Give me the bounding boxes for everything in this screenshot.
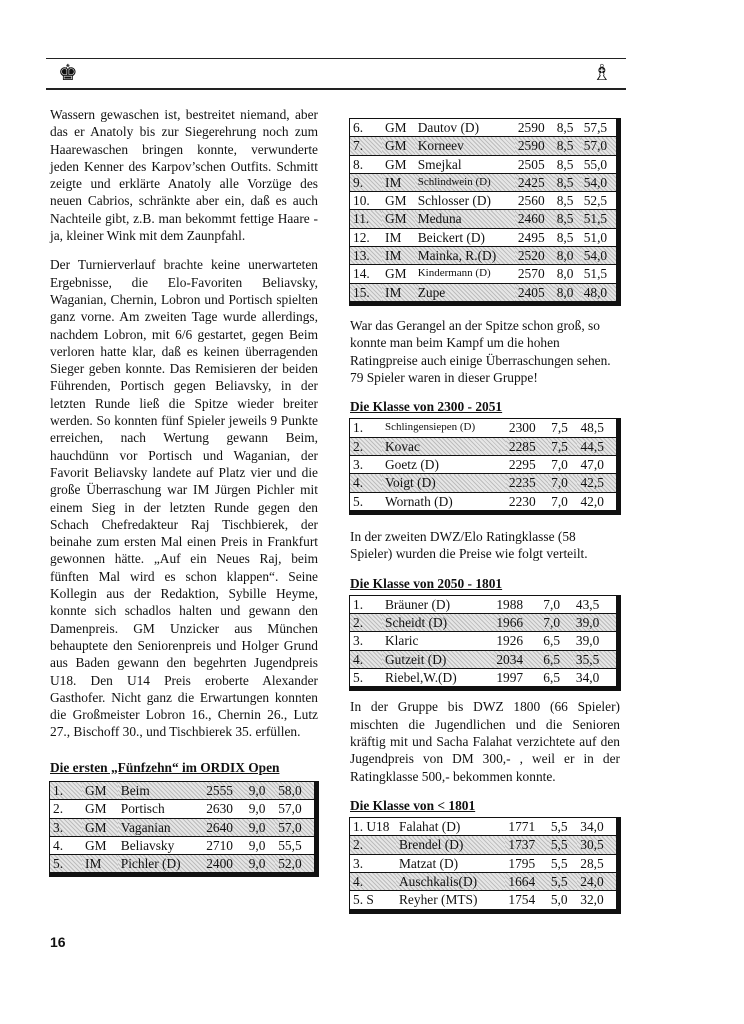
table-cell: 6,5: [540, 669, 573, 689]
class1-table: [350, 419, 620, 513]
table-cell: 1771: [508, 819, 536, 835]
table-row: [50, 818, 316, 836]
table-cell: 2.: [50, 800, 82, 818]
table-cell: 48,0: [581, 283, 618, 303]
class3-title: Die Klasse von < 1801: [350, 797, 476, 813]
table-cell: 32,0: [577, 891, 618, 911]
table-cell: 1754: [505, 891, 547, 911]
table-cell: IM: [382, 173, 415, 191]
table-cell: GM: [82, 800, 118, 818]
left-column: [50, 106, 318, 876]
table-cell: 48,5: [580, 420, 604, 436]
table-row: [350, 283, 618, 303]
table-row: [50, 800, 316, 818]
table-cell: Reyher (MTS): [396, 891, 505, 911]
table-cell: GM: [382, 210, 415, 228]
table-cell: 57,0: [275, 818, 316, 836]
table-cell: 2235: [506, 474, 548, 492]
table-cell: 8,5: [554, 137, 581, 155]
table-cell: 5.: [350, 669, 382, 689]
table-cell: Kovac: [382, 437, 506, 455]
table-cell: Mainka, R.(D): [415, 247, 515, 265]
table-cell: Gutzeit (D): [382, 650, 493, 668]
table-cell: Korneev: [415, 137, 515, 155]
table-cell: 2640: [203, 818, 246, 836]
table-cell: 39,0: [573, 614, 618, 632]
table-cell: 5,0: [548, 891, 577, 911]
table-cell: 8,5: [554, 192, 581, 210]
table-cell: 2460: [515, 210, 554, 228]
table-cell: 7.: [350, 137, 382, 155]
table-row: [350, 437, 618, 455]
table-cell: 8,0: [554, 247, 581, 265]
table-cell: 7,0: [548, 456, 577, 474]
table-cell: Matzat (D): [396, 854, 505, 872]
table-cell: 3.: [50, 818, 82, 836]
table-cell: 4.: [350, 650, 382, 668]
table-cell: 30,5: [577, 836, 618, 854]
table-cell: Kindermann (D): [415, 265, 515, 283]
table-cell: Riebel,W.(D): [382, 669, 493, 689]
table-cell: IM: [382, 247, 415, 265]
table-cell: Auschkalis(D): [396, 872, 505, 890]
table-cell: 47,0: [577, 456, 618, 474]
table-cell: 2230: [506, 492, 548, 512]
table-cell: 3.: [350, 456, 382, 474]
table-cell: 4.: [50, 836, 82, 854]
table-cell: 28,5: [577, 854, 618, 872]
table-row: [350, 419, 618, 437]
table-cell: 57,0: [275, 800, 316, 818]
table-cell: 2.: [350, 437, 382, 455]
table-cell: 55,0: [581, 155, 618, 173]
table-row: [50, 855, 316, 875]
table-cell: 2505: [515, 155, 554, 173]
table-cell: 5.: [50, 855, 82, 875]
table-cell: 39,0: [573, 632, 618, 650]
table-cell: 2400: [203, 855, 246, 875]
table-cell: 34,0: [580, 819, 604, 835]
paragraph: Der Turnierverlauf brachte keine unerwarteten Ergebnisse, die Elo-Favoriten Beliavsky, Waganian, Chernin, Lobron und Portisch spielten ganz vorne. Am zweiten Tage wurde allerdings, nachdem Lobron, mit 6/6 gestartet, gegen Beim verloren hatte klar, daß es keinen überragenden Sieger geben konnte. Das Remisieren der beiden Führenden, Portisch gegen Beliavsky, in der letzten Runde ließ die Spitze wieder breiter werden. So konnten fünf Spieler jeweils 9 Punkte erreichen, nach Wertung gewann Beim, hauchdünn vor Portisch und Waganian, der Favorit Beliavsky landete auf Platz vier und die große Überraschung war IM Jürgen Pichler mit einem Sieg in der letzten Runde gegen den Schach Chefredakteur Raj Tischbierek, der beinahe zum ersten Mal einen Preis in Frankfurt gewonnen hätte. „Auf ein Neues Raj, beim fünften Mal wird es schon klappen“. Seine Kollegin aus der Redaktion, Sybille Heyme, konnte sich schadlos halten und gewann den Damenpreis. GM Unzicker aus München behauptete den Seniorenpreis und Holger Grund aus Baden gewann den begehrten Jugendpreis U18. Den U14 Preis eroberte Alexander Gasthofer. Nicht ganz die Erwartungen konnten die Großmeister Lobron 16., Chernin 26., Lutz 27., Bischoff 30., und Tischbierek 35. erfüllen.: [50, 257, 318, 740]
table-cell: 51,5: [581, 210, 618, 228]
table-cell: Smejkal: [415, 155, 515, 173]
table-cell: GM: [82, 782, 118, 800]
table-cell: 2630: [203, 800, 246, 818]
table-cell: 15.: [350, 283, 382, 303]
results-table-6-15: [350, 119, 620, 305]
table-cell: 3.: [350, 632, 382, 650]
table-cell: 5,5: [550, 819, 568, 835]
table-cell: 2034: [493, 650, 540, 668]
table-cell: GM: [382, 155, 415, 173]
table-cell: 24,0: [577, 872, 618, 890]
table-cell: 2425: [515, 173, 554, 191]
table-row: [350, 137, 618, 155]
table-cell: Bräuner (D): [385, 596, 451, 612]
table-cell: Beliavsky: [118, 836, 203, 854]
table-cell: Schlingensiepen (D): [385, 421, 476, 434]
table-cell: 7,5: [551, 420, 568, 436]
table-cell: 9,0: [246, 836, 276, 854]
table-row: [350, 492, 618, 512]
table-cell: 35,5: [573, 650, 618, 668]
table-cell: 9,0: [246, 800, 276, 818]
table-cell: GM: [385, 120, 407, 135]
king-icon: ♚: [58, 60, 78, 85]
table-cell: 6,5: [540, 650, 573, 668]
table-row: [350, 173, 618, 191]
table-cell: 5,5: [548, 854, 577, 872]
table-row: [350, 596, 618, 614]
table-cell: GM: [82, 836, 118, 854]
table-cell: 2495: [515, 228, 554, 246]
table-cell: Portisch: [118, 800, 203, 818]
table-cell: GM: [382, 137, 415, 155]
table-cell: 1.: [50, 782, 82, 800]
class2-title: Die Klasse von 2050 - 1801: [350, 575, 503, 591]
table-cell: 2.: [350, 614, 382, 632]
table-cell: 11.: [350, 210, 382, 228]
table-row: [350, 119, 618, 137]
table-row: [350, 192, 618, 210]
table-cell: Pichler (D): [118, 855, 203, 875]
table-cell: 2590: [515, 137, 554, 155]
table-cell: 5.: [350, 492, 382, 512]
table-cell: 2300: [508, 420, 536, 436]
class2-table: [350, 596, 620, 690]
table-cell: 2285: [506, 437, 548, 455]
table-cell: 52,0: [275, 855, 316, 875]
table-cell: 9,0: [246, 782, 276, 800]
table-cell: 51,5: [581, 265, 618, 283]
table-cell: 1988: [496, 596, 524, 612]
table-row: [350, 632, 618, 650]
table-row: [350, 854, 618, 872]
table-cell: 2570: [515, 265, 554, 283]
table-cell: 2590: [517, 120, 545, 135]
table-cell: 8.: [350, 155, 382, 173]
table-row: [350, 247, 618, 265]
table-row: [350, 669, 618, 689]
table-cell: 1664: [505, 872, 547, 890]
class1-title: Die Klasse von 2300 - 2051: [350, 399, 503, 415]
table-cell: Goetz (D): [382, 456, 506, 474]
table-cell: 2560: [515, 192, 554, 210]
table-cell: 8,5: [554, 155, 581, 173]
table-row: [50, 836, 316, 854]
table-cell: 2555: [203, 782, 246, 800]
page-number: 16: [50, 934, 66, 950]
table-cell: 8,0: [554, 265, 581, 283]
table-row: [350, 210, 618, 228]
table-cell: Voigt (D): [382, 474, 506, 492]
table-cell: 4.: [350, 474, 382, 492]
table-cell: 7,0: [540, 614, 573, 632]
table-cell: 6,5: [540, 632, 573, 650]
table-row: [50, 782, 316, 800]
table-cell: 8,5: [554, 210, 581, 228]
table-cell: 5,5: [548, 836, 577, 854]
table-cell: 5,5: [548, 872, 577, 890]
table-cell: 4.: [350, 872, 396, 890]
table-cell: 1966: [493, 614, 540, 632]
table-cell: 5. S: [350, 891, 396, 911]
top-rule: [46, 88, 626, 90]
table-cell: 58,0: [275, 782, 316, 800]
table-cell: 1926: [493, 632, 540, 650]
table-cell: 7,0: [543, 596, 561, 612]
table-cell: Schlosser (D): [415, 192, 515, 210]
table-cell: 44,5: [577, 437, 618, 455]
table-cell: Zupe: [415, 283, 515, 303]
table-cell: 1795: [505, 854, 547, 872]
table-cell: 13.: [350, 247, 382, 265]
table-cell: 9,0: [246, 855, 276, 875]
results-table-top5: [50, 782, 318, 876]
paragraph: In der Gruppe bis DWZ 1800 (66 Spieler) mischten die Jugendlichen und die Senioren kräftig mit und Sacha Falahat verzichtete auf den Jugendpreis von DM 300,- , weil er in der Ratingklasse 500,- bekommen konnte.: [350, 699, 620, 784]
table-cell: Beickert (D): [415, 228, 515, 246]
table-cell: 2710: [203, 836, 246, 854]
table-cell: GM: [382, 192, 415, 210]
table-cell: 52,5: [581, 192, 618, 210]
table-cell: Klaric: [382, 632, 493, 650]
paragraph: War das Gerangel an der Spitze schon groß, so konnte man beim Kampf um die hohen Ratingpreise auch einige Überraschungen sehen. 79 Spieler waren in dieser Gruppe!: [350, 317, 611, 385]
table-cell: 7,0: [548, 474, 577, 492]
table-cell: 3.: [350, 854, 396, 872]
table-cell: Dautov (D): [417, 120, 480, 135]
table-cell: 1.: [353, 596, 364, 612]
table-cell: 1. U18: [353, 819, 390, 835]
table-cell: 12.: [350, 228, 382, 246]
table-cell: 8,5: [554, 173, 581, 191]
table-cell: Scheidt (D): [382, 614, 493, 632]
table-cell: Meduna: [415, 210, 515, 228]
table-cell: 6.: [353, 120, 364, 135]
table-cell: 2295: [506, 456, 548, 474]
table-title: Die ersten „Fünfzehn“ im ORDIX Open: [50, 759, 280, 775]
table-cell: GM: [82, 818, 118, 836]
table-cell: 1.: [353, 420, 364, 436]
table-cell: 51,0: [581, 228, 618, 246]
table-cell: Wornath (D): [382, 492, 506, 512]
table-cell: 54,0: [581, 173, 618, 191]
table-cell: 55,5: [275, 836, 316, 854]
table-cell: Brendel (D): [396, 836, 505, 854]
table-row: [350, 265, 618, 283]
bishop-icon: ♗: [592, 60, 612, 85]
top-rule-thin: [46, 58, 626, 59]
table-row: [350, 650, 618, 668]
table-row: [350, 474, 618, 492]
table-cell: 2.: [350, 836, 396, 854]
table-cell: 8,5: [556, 120, 574, 135]
table-cell: 2520: [515, 247, 554, 265]
table-row: [350, 155, 618, 173]
table-cell: Vaganian: [118, 818, 203, 836]
table-cell: 42,0: [577, 492, 618, 512]
table-cell: Beim: [118, 782, 203, 800]
table-row: [350, 456, 618, 474]
table-cell: 57,5: [583, 120, 608, 135]
table-cell: Falahat (D): [399, 819, 461, 835]
table-cell: 9.: [350, 173, 382, 191]
paragraph: In der zweiten DWZ/Elo Ratingklasse (58 Spieler) wurden die Preise wie folgt verteilt.: [350, 528, 588, 562]
table-cell: 9,0: [246, 818, 276, 836]
table-cell: IM: [382, 283, 415, 303]
class3-table: [350, 818, 620, 912]
table-cell: 57,0: [581, 137, 618, 155]
table-cell: 7,0: [548, 492, 577, 512]
table-cell: GM: [382, 265, 415, 283]
table-cell: 43,5: [575, 596, 600, 612]
table-cell: 1737: [505, 836, 547, 854]
table-cell: 2405: [515, 283, 554, 303]
right-column: [350, 119, 620, 913]
table-cell: 54,0: [581, 247, 618, 265]
table-row: [350, 818, 618, 836]
table-cell: Schlindwein (D): [415, 173, 515, 191]
table-cell: IM: [82, 855, 118, 875]
table-cell: 8,0: [554, 283, 581, 303]
table-cell: 34,0: [573, 669, 618, 689]
table-cell: 10.: [350, 192, 382, 210]
table-row: [350, 891, 618, 911]
paragraph: Wassern gewaschen ist, bestreitet niemand, aber das er Anatoly bis zur Siegerehrung noch zum Haarewaschen bringen konnte, verwunderte jeden Kenner des Karpov’schen Outfits. Schmitt zeigte und erklärte Anatoly alle Vorzüge des neuen Cabrios, schränkte aber ein, daß es auch Nachteile gibt, z.B. man bekommt fettige Haare - ja, kleiner Wink mit dem Zaunpfahl.: [50, 107, 318, 244]
table-cell: 1997: [493, 669, 540, 689]
table-cell: 42,5: [577, 474, 618, 492]
table-cell: 14.: [350, 265, 382, 283]
table-row: [350, 836, 618, 854]
table-cell: 8,5: [554, 228, 581, 246]
table-cell: 7,5: [548, 437, 577, 455]
table-row: [350, 614, 618, 632]
table-row: [350, 872, 618, 890]
table-cell: IM: [382, 228, 415, 246]
table-row: [350, 228, 618, 246]
